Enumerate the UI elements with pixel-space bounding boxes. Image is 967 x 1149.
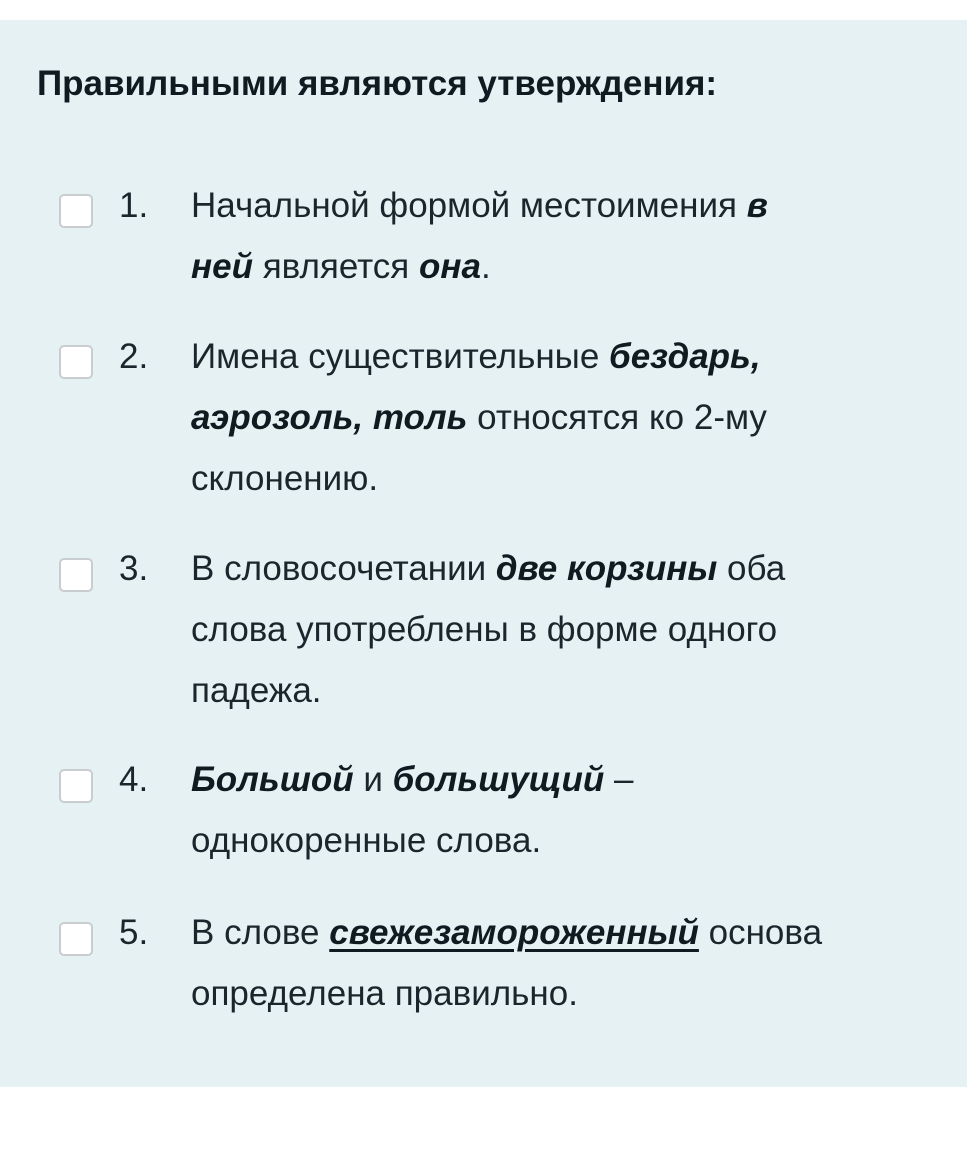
option-2-text-run: Имена существительные [191, 337, 610, 376]
option-3-emphasis: две корзины [495, 549, 718, 588]
option-1-text-run: . [480, 247, 491, 286]
option-4-checkbox[interactable] [59, 769, 93, 803]
option-2-checkbox[interactable] [59, 345, 93, 379]
option-1-emphasis: она [418, 247, 481, 286]
option-1-text [191, 175, 921, 297]
option-4-text-run: однокоренные слова. [191, 821, 542, 860]
option-4-number: 4. [119, 760, 149, 799]
option-2-text [191, 326, 921, 509]
option-3-text-run: падежа. [191, 671, 322, 710]
option-4-text-run: – [604, 760, 634, 799]
option-2-number: 2. [119, 337, 149, 376]
option-3-text-run: оба [717, 549, 786, 588]
option-5-text-run: определена правильно. [191, 974, 578, 1013]
option-5-text-run: В слове [191, 913, 330, 952]
option-5-number: 5. [119, 913, 149, 952]
option-3-text [191, 538, 921, 721]
option-1-text-run: Начальной формой местоимения [191, 186, 747, 225]
option-1-text-run: является [253, 247, 419, 286]
option-1-emphasis: ней [191, 247, 253, 286]
option-4-text-run: и [353, 760, 393, 799]
option-2-text-run: относятся ко 2-му [467, 398, 767, 437]
option-3-text-run: В словосочетании [191, 549, 496, 588]
option-1-number: 1. [119, 186, 149, 225]
option-5-emphasis: свежезамороженный [329, 913, 699, 952]
option-5-text-run: основа [698, 913, 823, 952]
option-1-emphasis: в [746, 186, 768, 225]
option-2-emphasis: аэрозоль, толь [191, 398, 468, 437]
question-title: Правильными являются утверждения: [37, 64, 718, 103]
option-2-emphasis: бездарь, [609, 337, 761, 376]
option-5-text [191, 902, 921, 1024]
option-5-checkbox[interactable] [59, 922, 93, 956]
option-4-emphasis: Большой [191, 760, 354, 799]
option-3-text-run: слова употреблены в форме одного [191, 610, 778, 649]
option-1-checkbox[interactable] [59, 194, 93, 228]
option-3-checkbox[interactable] [59, 558, 93, 592]
option-4-emphasis: большущий [392, 760, 605, 799]
option-2-text-run: склонению. [191, 459, 379, 498]
option-4-text [191, 749, 921, 871]
option-3-number: 3. [119, 549, 149, 588]
